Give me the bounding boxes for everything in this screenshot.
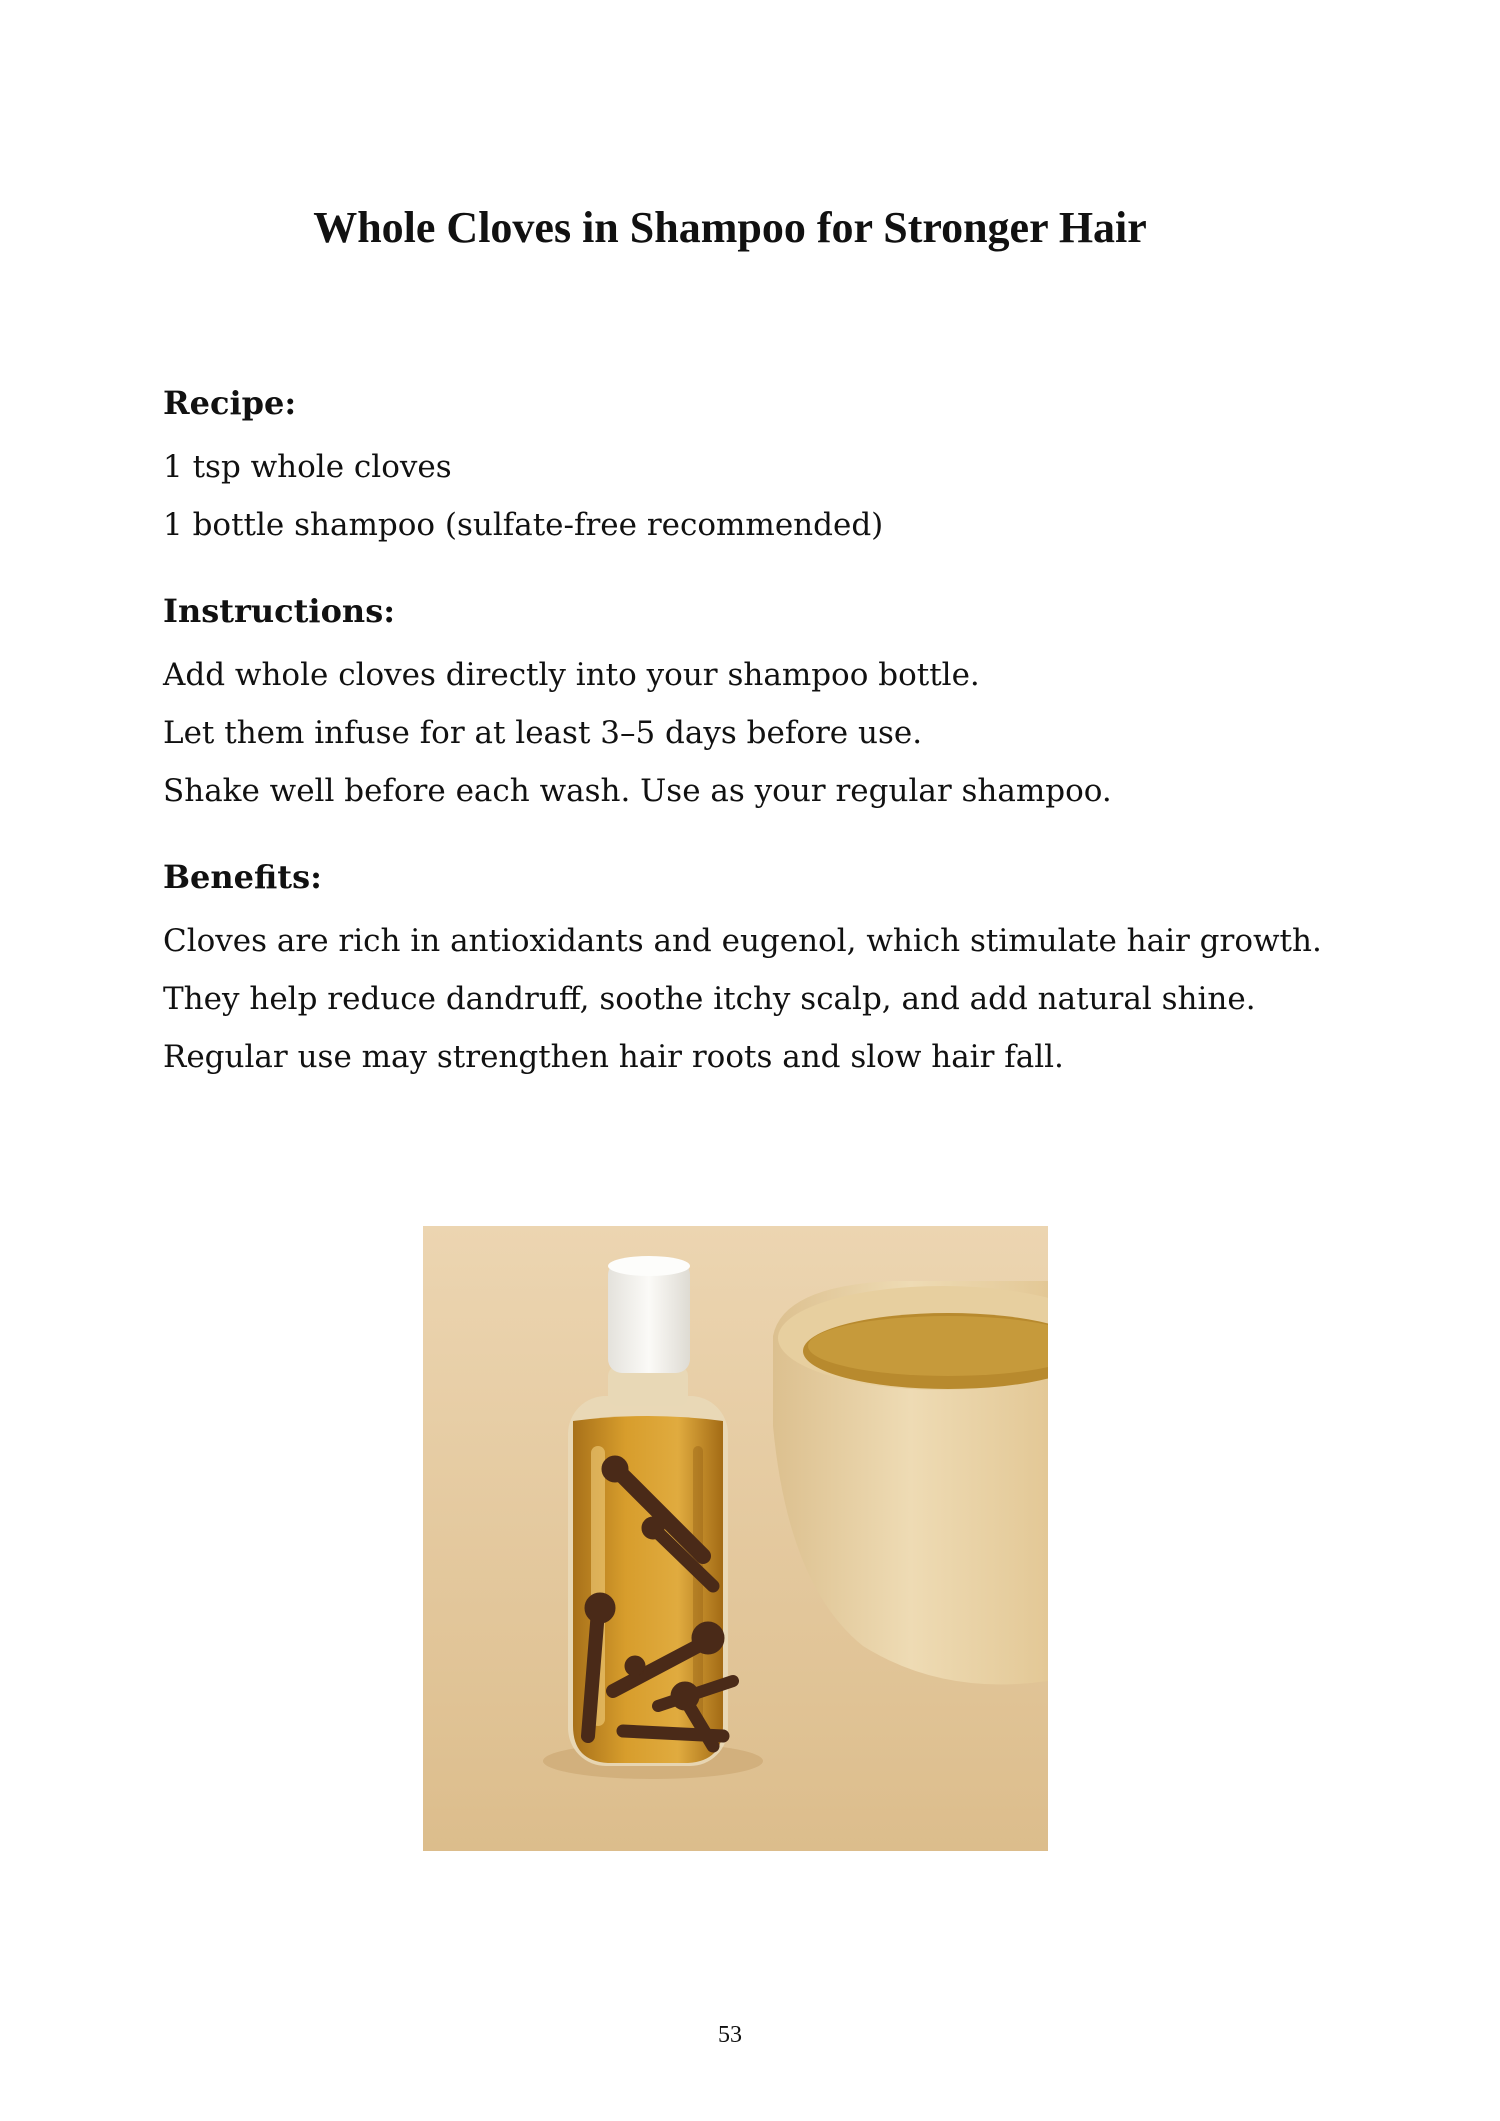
instructions-heading: Instructions:: [163, 592, 396, 630]
bottle-with-cloves-illustration: [423, 1226, 1048, 1851]
recipe-heading: Recipe:: [163, 384, 297, 422]
instruction-line: Add whole cloves directly into your shampoo bottle.: [163, 657, 980, 693]
instruction-line: Shake well before each wash. Use as your regular shampoo.: [163, 773, 1112, 809]
recipe-section: [163, 380, 1363, 554]
benefit-line: Cloves are rich in antioxidants and eugenol, which stimulate hair growth.: [163, 923, 1322, 959]
page-title: Whole Cloves in Shampoo for Stronger Hair: [313, 203, 1147, 252]
recipe-line: 1 tsp whole cloves: [163, 449, 452, 485]
recipe-line: 1 bottle shampoo (sulfate-free recommended): [163, 507, 884, 543]
shampoo-clove-photo: [423, 1226, 1048, 1851]
document-body: [163, 380, 1363, 1120]
benefit-line: Regular use may strengthen hair roots and slow hair fall.: [163, 1039, 1064, 1075]
instruction-line: Let them infuse for at least 3–5 days before use.: [163, 715, 923, 751]
benefits-section: [163, 854, 1363, 1086]
benefit-line: They help reduce dandruff, soothe itchy scalp, and add natural shine.: [163, 981, 1256, 1017]
benefits-heading: Benefits:: [163, 858, 322, 896]
page-number: 53: [718, 2022, 742, 2048]
instructions-section: [163, 588, 1363, 820]
